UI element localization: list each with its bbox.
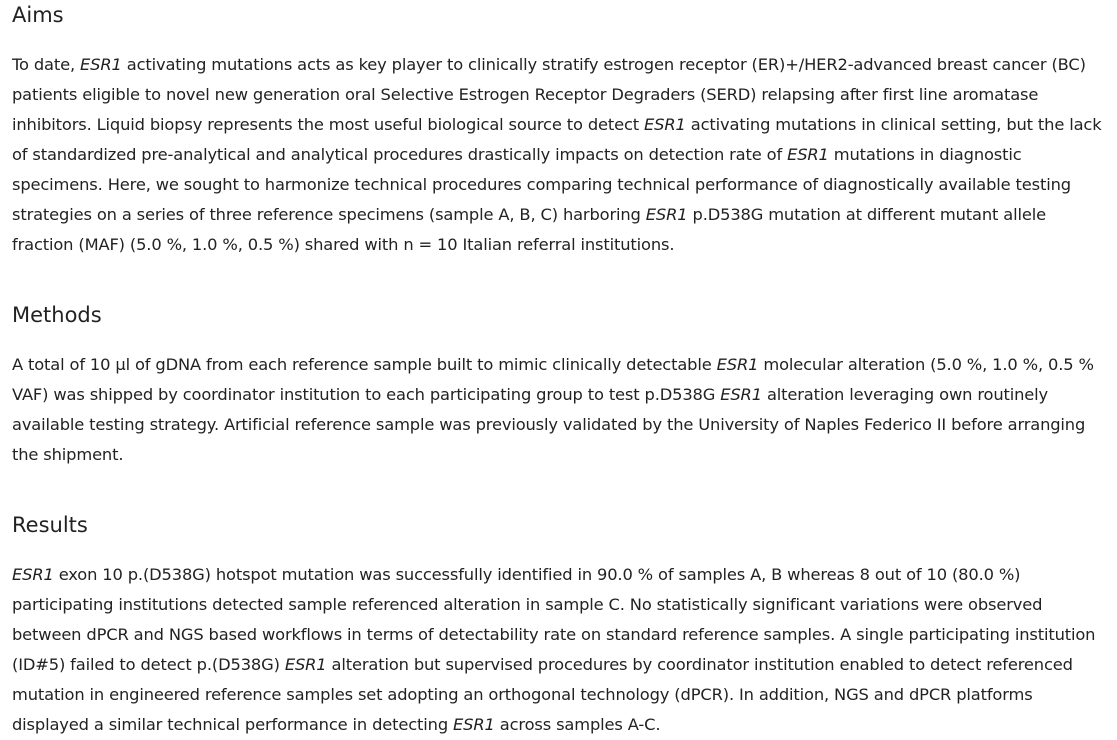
aims-text-3: activating mutations in clinical setting, but the lack of standardized pre-analytical and analytical procedures drastically impacts on detection rate of [12,115,1102,164]
aims-text-4: mutations in diagnostic specimens. Here, we sought to harmonize technical procedures comparing technical performance of diagnostically available testing strategies on a series of three reference specimens (sample A, B, C) harboring [12,145,1071,224]
results-heading: Results [12,513,88,537]
results-text-2: alteration but supervised procedures by coordinator institution enabled to detect referenced mutation in engineered reference samples set adopting an orthogonal technology (dPCR). In addition, NGS and dPCR platforms displayed a similar technical performance in detecting [12,655,1073,734]
gene-name: ESR1 [644,115,686,134]
results-paragraph [12,560,1108,740]
results-text-3: across samples A-C. [494,715,661,734]
gene-name: ESR1 [284,655,327,674]
aims-heading: Aims [12,3,64,27]
gene-name: ESR1 [720,385,762,404]
gene-name: ESR1 [80,55,122,74]
gene-name: ESR1 [12,565,54,584]
methods-heading: Methods [12,303,102,327]
methods-text-2: molecular alteration (5.0 %, 1.0 %, 0.5 % VAF) was shipped by coordinator institution to each participating group to test p.D538G [12,355,1094,404]
results-text-1: exon 10 p.(D538G) hotspot mutation was successfully identified in 90.0 % of samples A, B whereas 8 out of 10 (80.0 %) participating institutions detected sample referenced alteration in sample C. No statistically significant variations were observed between dPCR and NGS based workflows in terms of detectability rate on standard reference samples. A single participating institution (ID#5) failed to detect p.(D538G) [12,565,1096,674]
gene-name: ESR1 [787,145,829,164]
gene-name: ESR1 [716,355,759,374]
methods-text-3: alteration leveraging own routinely available testing strategy. Artificial reference sample was previously validated by the University of Naples Federico II before arranging the shipment. [12,385,1086,464]
aims-text-2: activating mutations acts as key player to clinically stratify estrogen receptor (ER)+/HER2-advanced breast cancer (BC) patients eligible to novel new generation oral Selective Estrogen Receptor Degraders (SERD) relapsing after first line aromatase inhibitors. Liquid biopsy represents the most useful biological source to detect [12,55,1086,134]
aims-text-1: To date, [12,55,81,74]
aims-paragraph [12,50,1108,260]
aims-text-5: p.D538G mutation at different mutant allele fraction (MAF) (5.0 %, 1.0 %, 0.5 %) shared with n = 10 Italian referral institutions. [12,205,1046,254]
methods-paragraph [12,350,1108,470]
methods-text-1: A total of 10 µl of gDNA from each reference sample built to mimic clinically detectable [12,355,717,374]
gene-name: ESR1 [645,205,688,224]
gene-name: ESR1 [453,715,495,734]
